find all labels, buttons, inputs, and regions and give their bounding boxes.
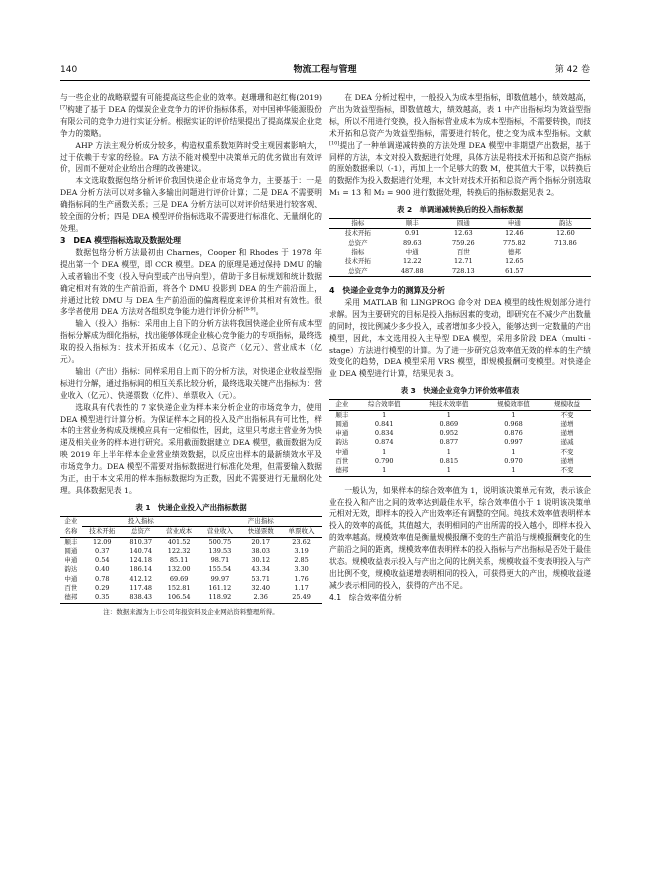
table-row <box>60 556 322 565</box>
table-cell: 124.18 <box>129 556 153 565</box>
table-cell: 递增 <box>560 457 574 466</box>
paragraph: 一般认为，如果样本的综合效率值为 1，说明该决策单元有效，表示该企业在投入和产出之间的效率达到最佳水平，综合效率值小于 1 说明该决策单元相对无效，即样本的投入产出效率还有调整的空间。纯技术效率值表明样本投入的效率的高低，其值越大，表明相同的产出所需的投入越小，即样本投入的效率越高。规模效率值是衡量规模报酬不变的生产前沿与规模报酬变化的生产前沿之间的距离，规模效率值表明样本的投入指标与产出指标是否处于最佳状态。规模收益表示投入与产出之间的比例关系，规模收益不变表明投入与产出比例不变，规模收益递增表明相同的投入，可获得更大的产出，规模收益递减少表示相同的投入，获得的产出不足。 <box>329 485 591 590</box>
table-cell: 161.12 <box>208 583 232 592</box>
table-2 <box>329 218 591 277</box>
table-cell: 不变 <box>560 447 574 456</box>
table-cell: 总资产 <box>348 266 368 275</box>
table-cell: 12.65 <box>505 257 524 266</box>
table-header-cell: 技术开拓 <box>82 527 123 537</box>
left-column <box>60 92 322 617</box>
page-number: 140 <box>60 65 78 75</box>
table-header-cell: 韵达 <box>540 219 591 229</box>
table-row <box>329 420 591 429</box>
table-cell: 98.71 <box>210 556 230 565</box>
table-cell: 申通 <box>335 429 349 438</box>
table-header-cell: 营业收入 <box>200 527 241 537</box>
table-cell: 728.13 <box>451 266 475 275</box>
table-cell: 不变 <box>560 410 574 419</box>
table-cell: 技术开拓 <box>344 257 371 266</box>
table-cell: 0.78 <box>95 574 110 583</box>
table-cell: 61.57 <box>505 266 524 275</box>
table-cell: 1 <box>382 410 387 419</box>
table-row <box>329 229 591 239</box>
table-cell: 0.876 <box>504 429 523 438</box>
table-cell: 0.877 <box>439 438 459 447</box>
citation-ref[interactable]: [7] <box>60 104 68 111</box>
table-body <box>329 410 591 476</box>
table-cell: 顺丰 <box>335 410 349 419</box>
table-cell: 20.17 <box>251 537 271 546</box>
table-cell: 132.00 <box>167 565 191 574</box>
table-cell: 117.48 <box>129 583 153 592</box>
table-cell: 69.69 <box>169 574 189 583</box>
table-row <box>60 593 322 603</box>
table-cell: 0.970 <box>504 457 523 466</box>
table-1 <box>60 516 322 604</box>
table-cell: 85.11 <box>169 556 189 565</box>
table-cell: 递减 <box>560 438 574 447</box>
paragraph: 选取具有代表性的 7 家快递企业为样本来分析企业的市场竞争力，使用 DEA 模型进行计算分析。为保证样本之间的投入及产出指标具有可比性，样本的主营业务构成及规模应具有一定相似性，因此，这里只考虑主营业务为快递及相关业务的样本进行研究。采用截面数据建立 DEA 模型，截面数据为反映 2019 年上半年样本企业营业绩效数据，以反应出样本的最新绩效水平及市场竞争力。DEA 模型不需要对指标数据进行标准化处理，但需要输入数据为正，由于本文采用的样本指标数据均为正数，因此不需要进行无量纲化处理。具体数据见表 1。 <box>60 402 322 495</box>
table-cell <box>540 267 591 277</box>
table-header-cell: 快递票数 <box>240 527 281 537</box>
table-cell: 韵达 <box>335 438 349 447</box>
paragraph: 输出（产出）指标：同样采用自上而下的分析方法，对快递企业收益型指标进行分解，通过指标间的相互关系比较分析，最终选取关键产出指标为：营业收入（亿元）、快递票数（亿件）、单票收入（元）。 <box>60 366 322 400</box>
table-cell: 30.12 <box>251 556 271 565</box>
table-header-cell: 指标 <box>329 219 387 229</box>
table-cell: 圆通 <box>64 546 78 555</box>
table-cell: 118.92 <box>208 593 232 602</box>
table-cell: 25.49 <box>292 593 311 602</box>
paragraph: 数据包络分析方法最初由 Charnes，Cooper 和 Rhodes 于 1978 年提出第一个 DEA 模型，即 CCR 模型。DEA 的原理是通过保持 DMU 的输入或者输出不变（投入导向型或产出导向型），借助于多目标规划和统计数据确定相对有效的生产前沿面，将各个 DMU 投影到 DEA 的生产前沿面上，并通过比较 DMU 与 DEA 生产前沿面的偏离程度来评价其相对有效性。很多学者使用 DEA 方法对各组织竞争能力进行评价分析[8-9]。 <box>60 247 322 317</box>
table-cell: 12.71 <box>454 257 473 266</box>
table-cell: 713.86 <box>554 238 577 247</box>
table-cell: 1.17 <box>294 583 309 592</box>
table-caption: 表 3 快递企业竞争力评价效率值表 <box>400 386 520 396</box>
table-cell: 12.22 <box>402 257 422 266</box>
table-cell: 3.30 <box>294 565 309 574</box>
paragraph: 输入（投入）指标：采用由上自下的分析方法将我国快递企业所有成本型指标分解成为细化指标，找出能够体现企业核心竞争能力的专项指标，最终选取的投入指标为：技术开拓成本（亿元）、总资产（亿元）、营业成本（亿元）。 <box>60 319 322 365</box>
table-cell: 487.88 <box>400 266 424 275</box>
table-cell: 759.26 <box>451 238 475 247</box>
table-row <box>60 565 322 574</box>
table-cell: 0.40 <box>95 565 110 574</box>
table-cell: 0.834 <box>374 429 394 438</box>
table-caption: 表 1 快递企业投入产出指标数据 <box>135 502 247 512</box>
table-header-cell: 总资产 <box>123 527 159 537</box>
section-heading: 4 快递企业竞争力的测算及分析 <box>329 285 445 295</box>
table-row <box>329 429 591 438</box>
table-cell: 1.76 <box>294 574 309 583</box>
table-cell <box>540 257 591 266</box>
table-cell: 1 <box>446 447 451 456</box>
table-cell: 412.12 <box>129 574 153 583</box>
paragraph: 与一些企业的战略联盟有可能提高这些企业的效率。赵珊珊和赵红梅(2019)[7]构建了基于 DEA 的煤炭企业竞争力的评价指标体系，对中国神华能源股份有限公司的竞争力进行实证分析。根据实证的评价结果提出了提高煤炭企业竞争力的策略。 <box>60 93 322 138</box>
table-header-cell: 规模效率值 <box>484 400 543 410</box>
table-header-cell: 中通 <box>405 248 419 257</box>
table-cell: 1 <box>382 447 387 456</box>
table-header-cell: 规模收益 <box>543 400 591 410</box>
table-cell: 1 <box>382 466 387 475</box>
table-row <box>329 248 591 257</box>
right-column <box>329 92 591 604</box>
table-cell: 12.60 <box>556 229 575 238</box>
table-cell: 0.54 <box>95 556 110 565</box>
table-cell: 0.35 <box>95 593 110 602</box>
table-cell: 1 <box>511 447 516 456</box>
running-header <box>60 64 590 80</box>
table-caption: 表 2 单调递减转换后的投入指标数据 <box>397 205 523 215</box>
table-cell: 0.841 <box>374 419 394 428</box>
table-header-cell: 企业 <box>329 400 355 410</box>
table-cell: 122.32 <box>167 546 191 555</box>
paragraph: 在 DEA 分析过程中，一般投入为成本型指标，即数值越小，绩效越高，产出为效益型指标，即数值越大，绩效越高，表 1 中产出指标均为效益型指标，所以不用进行变换，投入指标营业成本为成本型指标，不需要转换，而技术开拓和总资产为效益型指标，需要进行转化，使之变为成本型指标。文献[10]提出了一种单调递减转换的方法处理 DEA 模型中非期望产出数据，基于同样的方法，本文对投入数据进行处理，具体方法是将技术开拓和总资产指标的原始数据乘以（-1），再加上一个足够大的数 M，使其值大于零，以转换后的数据作为投入数据进行处理，本文针对技术开拓和总资产两个指标分别选取 M₁ = 13 和 M₂ = 900 进行数据处理，转换后的指标数据见表 2。 <box>329 93 591 198</box>
table-cell: 不变 <box>560 466 574 475</box>
table-row <box>329 457 591 466</box>
table-row <box>329 466 591 476</box>
table-row <box>329 257 591 266</box>
table-cell: 106.54 <box>167 593 191 602</box>
table-header-cell: 德邦 <box>507 248 521 257</box>
table-cell: 810.37 <box>129 537 153 546</box>
table-cell: 0.91 <box>405 229 420 238</box>
table-cell: 1 <box>511 410 516 419</box>
citation-ref[interactable]: [10] <box>329 140 340 147</box>
paragraph: AHP 方法主观分析成分较多，构造权重系数矩阵时受主观因素影响大，过于依赖于专家的经验。FA 方法不能对模型中决策单元的优劣做出有效评价，因而不便对企业给出合理的改善建议。 <box>60 140 322 174</box>
table-row <box>329 219 591 229</box>
table-cell: 总资产 <box>348 238 368 247</box>
table-header-cell: 申通 <box>489 219 540 229</box>
table-cell: 155.54 <box>208 565 232 574</box>
table-group-header: 产出指标 <box>200 516 322 526</box>
table-cell: 1 <box>511 466 516 475</box>
table-cell: 139.53 <box>208 546 232 555</box>
table-cell: 百世 <box>64 583 78 592</box>
table-cell: 德邦 <box>335 466 349 475</box>
table-cell: 德邦 <box>64 593 78 602</box>
table-header-cell: 纯技术效率值 <box>414 400 484 410</box>
table-cell: 顺丰 <box>64 537 78 546</box>
table-row <box>329 448 591 457</box>
table-row <box>329 410 591 420</box>
table-cell: 23.62 <box>292 537 311 546</box>
table-cell: 3.19 <box>294 546 309 555</box>
table-cell: 中通 <box>64 574 78 583</box>
table-cell: 99.97 <box>210 574 230 583</box>
table-row <box>329 267 591 277</box>
citation-ref[interactable]: [8-9] <box>243 306 256 313</box>
table-cell: 递增 <box>560 429 574 438</box>
paragraph: 采用 MATLAB 和 LINGPROG 命令对 DEA 模型的线性规划部分进行求解。因为主要研究的目标是投入指标因素的变动，即研究在不减少产出数量的同时，按比例减少多少投入，或者增加多少投入，能够达到一定数量的产出模型，因此，本文选用投入主导型 DEA 模型，采用多阶段 DEA（multi - stage）方法进行模型的计算。为了进一步研究总效率值无效的样本的生产绩效变化的趋势，DEA 模型采用 VRS 模型，即规模报酬可变模型。对快递企业 DEA 模型进行计算，结果见表 3。 <box>329 297 591 379</box>
table-cell: 186.14 <box>129 565 153 574</box>
table-row <box>329 438 591 447</box>
table-note: 注：数据来源为上市公司年报资料及企业网站资料整理所得。 <box>103 607 279 616</box>
table-cell: 技术开拓 <box>344 229 371 238</box>
table-row <box>60 575 322 584</box>
table-cell: 0.997 <box>504 438 523 447</box>
table-3 <box>329 399 591 476</box>
table-cell: 12.63 <box>454 229 473 238</box>
table-cell: 1 <box>446 410 451 419</box>
paragraph: 本文选取数据包络分析评价我国快递企业市场竞争力，主要基于：一是 DEA 分析方法可以对多输入多输出问题进行评价计算；二是 DEA 不需要明确指标间的生产函数关系；三是 DEA 分析方法可以对评价结果进行较客观、较全面的分析；四是 DEA 模型评价指标选取不需要进行标准化、无量纲化的处理。 <box>60 176 322 233</box>
table-cell: 圆通 <box>335 419 349 428</box>
table-cell: 0.968 <box>504 419 523 428</box>
table-cell: 12.46 <box>505 229 524 238</box>
table-cell: 0.952 <box>439 429 459 438</box>
table-cell: 韵达 <box>64 565 78 574</box>
table-cell: 2.36 <box>253 593 268 602</box>
table-cell: 0.874 <box>374 438 394 447</box>
table-header-cell: 顺丰 <box>387 219 438 229</box>
table-cell: 89.63 <box>402 238 422 247</box>
table-row <box>329 239 591 248</box>
table-cell: 百世 <box>335 457 349 466</box>
table-cell: 32.40 <box>251 583 271 592</box>
table-cell: 43.34 <box>251 565 271 574</box>
table-row <box>60 584 322 593</box>
table-cell: 140.74 <box>129 546 153 555</box>
table-cell: 申通 <box>64 556 78 565</box>
table-header-cell <box>540 248 591 257</box>
table-header-cell: 综合效率值 <box>355 400 414 410</box>
volume-number: 第 42 卷 <box>554 65 590 75</box>
table-cell: 2.85 <box>294 556 309 565</box>
table-cell: 中通 <box>335 447 349 456</box>
table-header-cell: 指标 <box>351 248 365 257</box>
table-header-cell: 百世 <box>456 248 470 257</box>
table-cell: 0.869 <box>439 419 459 428</box>
table-header-cell: 单票收入 <box>281 527 322 537</box>
table-cell: 401.52 <box>167 537 191 546</box>
table-group-header: 投入指标 <box>82 516 200 526</box>
table-header-cell: 名称 <box>60 527 82 537</box>
table-body <box>329 219 591 277</box>
table-cell: 38.03 <box>251 546 271 555</box>
table-header-cell: 圆通 <box>438 219 489 229</box>
table-cell: 500.75 <box>208 537 232 546</box>
table-body <box>60 537 322 603</box>
table-header-cell: 营业成本 <box>159 527 200 537</box>
table-cell: 152.81 <box>167 583 191 592</box>
table-cell: 1 <box>446 466 451 475</box>
table-header-cell: 企业 <box>64 517 78 526</box>
table-row <box>60 547 322 556</box>
table-cell: 838.43 <box>129 593 153 602</box>
table-cell: 12.09 <box>92 537 112 546</box>
table-cell: 0.815 <box>439 457 459 466</box>
section-heading: 3 DEA 模型指标选取及数据处理 <box>60 235 181 245</box>
table-cell: 53.71 <box>251 574 271 583</box>
table-row <box>60 537 322 547</box>
table-cell: 0.29 <box>95 583 110 592</box>
table-cell: 775.82 <box>502 238 526 247</box>
table-cell: 0.790 <box>374 457 394 466</box>
table-cell: 0.37 <box>95 546 110 555</box>
journal-title: 物流工程与管理 <box>293 65 357 75</box>
header-divider <box>60 80 590 81</box>
subsection-heading: 4.1 综合效率值分析 <box>329 592 402 602</box>
table-cell: 递增 <box>560 419 574 428</box>
